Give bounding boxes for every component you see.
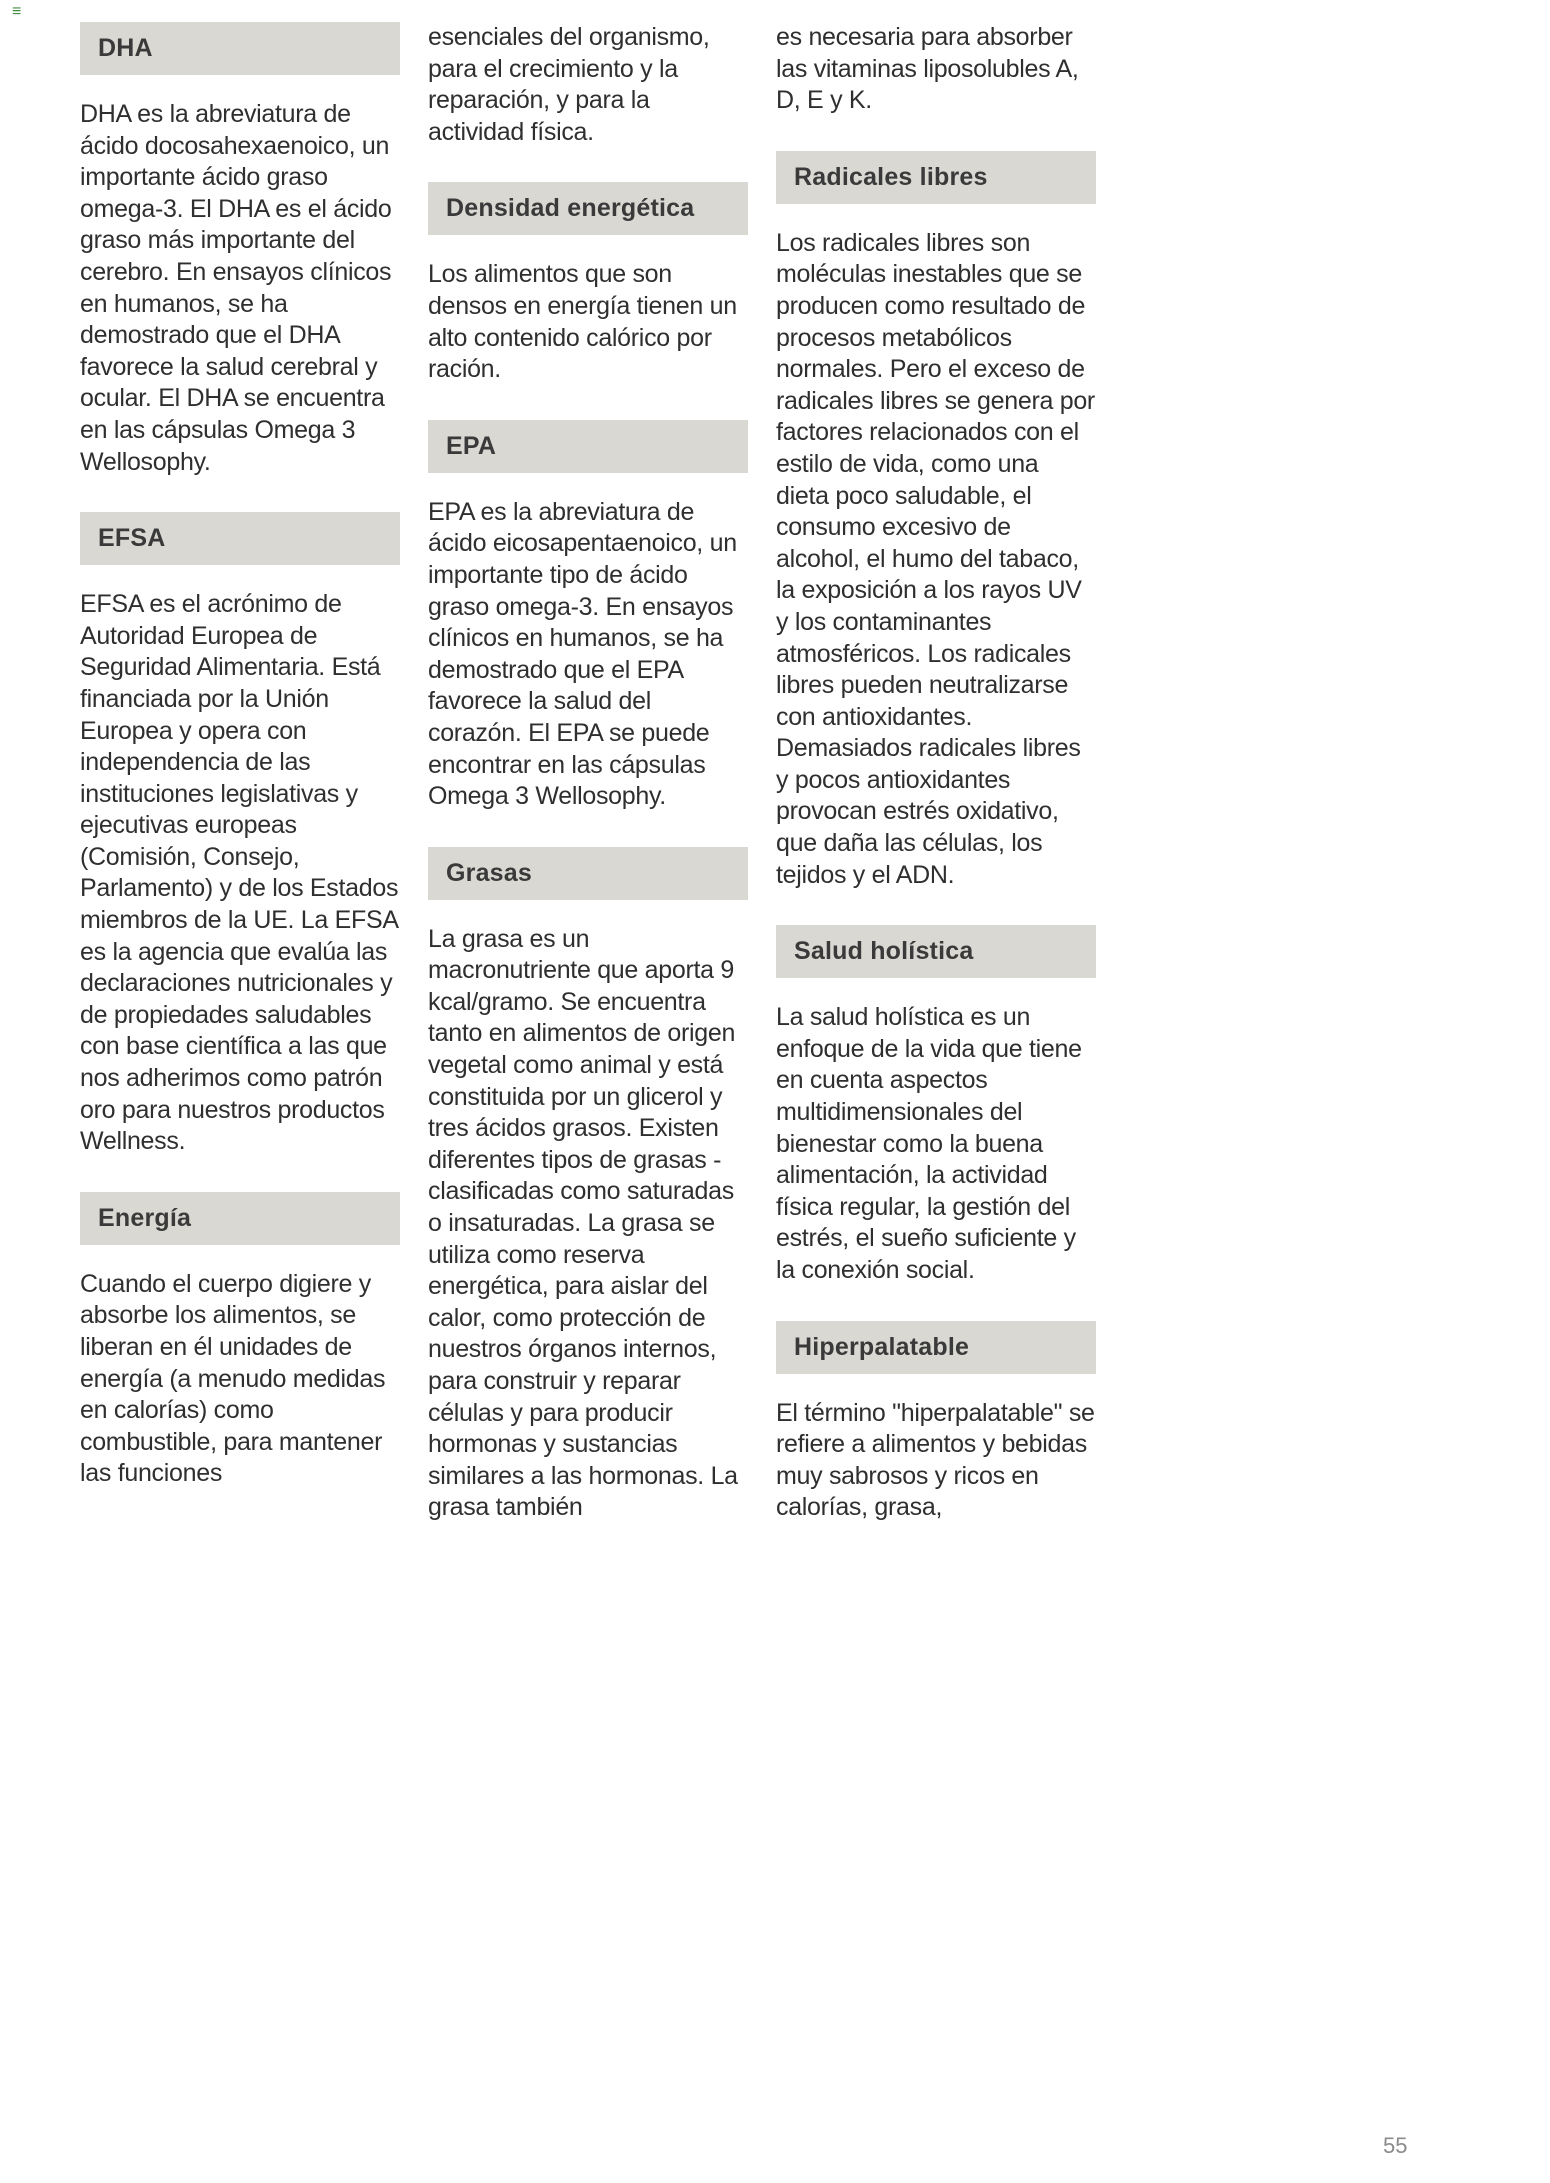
glossary-term-label: DHA xyxy=(98,34,153,62)
corner-mark-icon: ≡ xyxy=(12,3,22,20)
glossary-definition: EPA es la abreviatura de ácido eicosapentaenoico, un importante tipo de ácido graso omega-3. En ensayos clínicos en humanos, se ha demostrado que el EPA favorece la salud del corazón. El EPA se puede encontrar en las cápsulas Omega 3 Wellosophy. xyxy=(428,497,737,811)
page-number: 55 xyxy=(1383,2133,1408,2158)
glossary-term-label: EPA xyxy=(446,431,497,460)
glossary-term xyxy=(428,847,748,900)
glossary-definition: Los radicales libres son moléculas inestables que se producen como resultado de procesos metabólicos normales. Pero el exceso de radicales libres se genera por factores relacionados con el estilo de vida, como una dieta poco saludable, el consumo excesivo de alcohol, el humo del tabaco, la exposición a los rayos UV y los contaminantes atmosféricos. Los radicales libres pueden neutralizarse con antioxidantes. Demasiados radicales libres y pocos antioxidantes provocan estrés oxidativo, que daña las células, los tejidos y el ADN. xyxy=(776,228,1095,889)
glossary-term xyxy=(80,22,400,75)
glossary-column xyxy=(428,22,748,1524)
glossary-term xyxy=(428,420,748,473)
glossary-definition: Cuando el cuerpo digiere y absorbe los alimentos, se liberan en él unidades de energía (a menudo medidas en calorías) como combustible, para mantener las funciones xyxy=(80,1269,386,1488)
glossary-columns xyxy=(80,22,1096,1524)
glossary-definition: esenciales del organismo, para el crecimiento y la reparación, y para la actividad física. xyxy=(428,23,710,146)
glossary-term-label: Energía xyxy=(98,1203,192,1232)
glossary-term-label: Hiperpalatable xyxy=(794,1332,970,1361)
glossary-term xyxy=(80,512,400,565)
glossary-definition: La salud holística es un enfoque de la vida que tiene en cuenta aspectos multidimensionales del bienestar como la buena alimentación, la actividad física regular, la gestión del estrés, el sueño suficiente y la conexión social. xyxy=(776,1003,1082,1284)
glossary-column xyxy=(776,22,1096,1524)
glossary-definition: EFSA es el acrónimo de Autoridad Europea de Seguridad Alimentaria. Está financiada por la Unión Europea y opera con independencia de las instituciones legislativas y ejecutivas europeas (Comisión, Consejo, Parlamento) y de los Estados miembros de la UE. La EFSA es la agencia que evalúa las declaraciones nutricionales y de propiedades saludables con base científica a las que nos adherimos como patrón oro para nuestros productos Wellness. xyxy=(80,590,399,1156)
glossary-definition: La grasa es un macronutriente que aporta 9 kcal/gramo. Se encuentra tanto en alimentos de origen vegetal como animal y está constituida por un glicerol y tres ácidos grasos. Existen diferentes tipos de grasas - clasificadas como saturadas o insaturadas. La grasa se utiliza como reserva energética, para aislar del calor, como protección de nuestros órganos internos, para construir y reparar células y para producir hormonas y sustancias similares a las hormonas. La grasa también xyxy=(428,924,738,1522)
glossary-term-label: Salud holística xyxy=(794,937,974,966)
glossary-term-label: Densidad energética xyxy=(446,194,695,223)
glossary-term-label: Grasas xyxy=(446,858,532,887)
glossary-column xyxy=(80,22,400,1524)
glossary-term-label: EFSA xyxy=(98,524,166,553)
glossary-definition: DHA es la abreviatura de ácido docosahexaenoico, un importante ácido graso omega-3. El DHA es el ácido graso más importante del cerebro. En ensayos clínicos en humanos, se ha demostrado que el DHA favorece la salud cerebral y ocular. El DHA se encuentra en las cápsulas Omega 3 Wellosophy. xyxy=(80,100,392,476)
glossary-term xyxy=(776,925,1096,978)
glossary-definition: Los alimentos que son densos en energía tienen un alto contenido calórico por ración. xyxy=(428,260,737,384)
glossary-term xyxy=(80,1192,400,1245)
glossary-term-label: Radicales libres xyxy=(794,162,988,191)
glossary-definition: El término "hiperpalatable" se refiere a alimentos y bebidas muy sabrosos y ricos en calorías, grasa, xyxy=(776,1398,1095,1522)
glossary-definition: es necesaria para absorber las vitaminas liposolubles A, D, E y K. xyxy=(776,23,1079,115)
glossary-term xyxy=(776,151,1096,204)
glossary-term xyxy=(776,1321,1096,1374)
glossary-term xyxy=(428,182,748,235)
